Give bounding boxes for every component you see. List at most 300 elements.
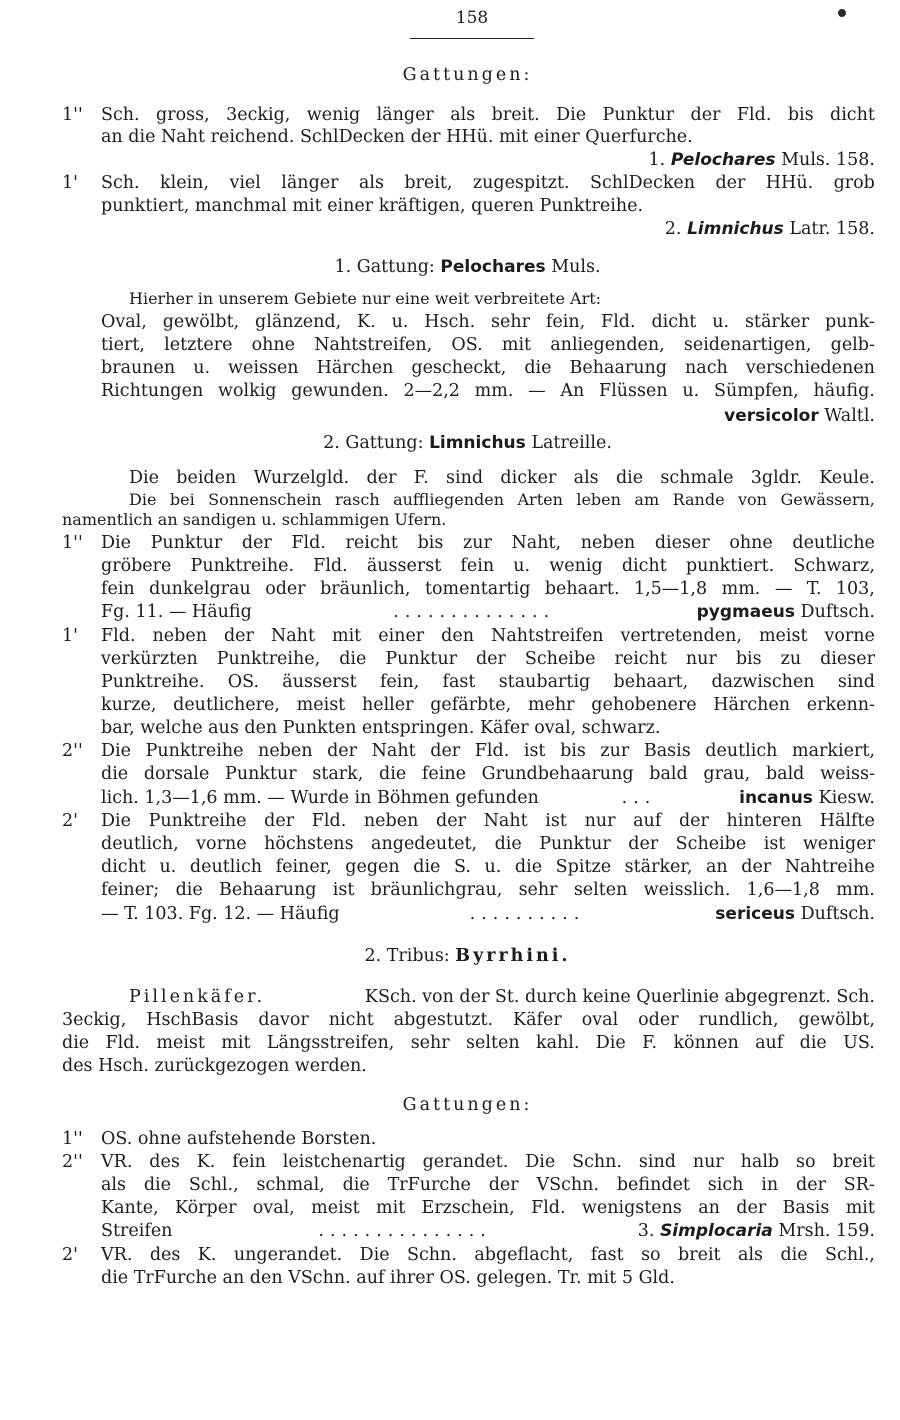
- word: des: [149, 1152, 180, 1172]
- genus-heading: [60, 256, 875, 278]
- word: F.: [642, 1033, 658, 1053]
- word: vorne: [196, 834, 247, 854]
- word: selten: [573, 880, 628, 900]
- word: länger: [281, 173, 339, 193]
- word: bräunlichgrau,: [370, 880, 503, 900]
- word: befindet: [616, 1175, 690, 1195]
- key-number: 1'': [62, 533, 83, 553]
- word: 3gldr.: [750, 468, 802, 488]
- word: bis: [787, 105, 814, 125]
- word: dicker: [500, 468, 557, 488]
- word: K.: [196, 1152, 216, 1172]
- word: Gewässern,: [780, 490, 875, 509]
- word: Punktur: [385, 649, 457, 669]
- note-line: [62, 509, 875, 531]
- word: Keule.: [819, 468, 875, 488]
- description-line: [101, 311, 875, 333]
- tribe-heading-name: Byrrhini.: [455, 946, 571, 966]
- word: nur: [685, 649, 717, 669]
- text-line: punktiert, manchmal mit einer kräftigen, queren Punktreihe.: [101, 196, 644, 216]
- word: SchlDecken: [589, 173, 696, 193]
- word: kahl.: [535, 1033, 580, 1053]
- genus-heading-prefix: 2. Gattung:: [323, 433, 424, 453]
- word: die: [524, 358, 552, 378]
- word: neben: [363, 811, 419, 831]
- word: stärker: [744, 312, 810, 332]
- text-line: an die Naht reichend. SchlDecken der HHü. mit einer Querfurche.: [101, 127, 693, 147]
- genus-heading: [60, 432, 875, 454]
- key-number: 1': [62, 173, 78, 193]
- word: Fld.: [311, 811, 347, 831]
- key-couplet-line: [101, 1174, 875, 1196]
- word: der: [430, 741, 461, 761]
- text-line: [101, 879, 875, 901]
- word: dicht: [621, 556, 667, 576]
- tribe-description-line: [62, 1055, 875, 1077]
- word: tomentartig: [424, 579, 531, 599]
- word: Oval,: [101, 312, 147, 332]
- word: Schl.,: [188, 1175, 239, 1195]
- word: bald: [765, 764, 805, 784]
- word: OS.: [451, 335, 483, 355]
- word: viel: [229, 173, 261, 193]
- text-line: [101, 648, 875, 670]
- key-couplet-line: [101, 740, 875, 762]
- word: dorsale: [143, 764, 210, 784]
- word: schmal,: [256, 1175, 325, 1195]
- word: stärker,: [624, 857, 693, 877]
- word: die: [799, 1033, 827, 1053]
- key-couplet-line: [101, 879, 875, 901]
- word: rasch: [334, 490, 380, 509]
- word: äusserst: [366, 556, 442, 576]
- word: der: [223, 626, 254, 646]
- word: gross,: [156, 105, 210, 125]
- genus-heading-name: Pelochares: [440, 257, 546, 277]
- word: Spitze: [555, 857, 612, 877]
- word: neben: [580, 533, 636, 553]
- text-line: [101, 1244, 875, 1266]
- word: feine: [421, 764, 466, 784]
- word: ohne: [729, 533, 773, 553]
- text-line: [101, 311, 875, 333]
- word: breit,: [404, 173, 453, 193]
- word: behaart,: [613, 672, 689, 692]
- word: Die: [101, 811, 131, 831]
- text-line: [101, 1151, 875, 1173]
- key-couplet-line: [101, 1244, 875, 1266]
- text-line: — T. 103. Fg. 12. — Häufig: [101, 904, 340, 924]
- text-line: [101, 380, 875, 402]
- word: Die: [556, 105, 587, 125]
- text-line: Streifen: [101, 1221, 173, 1241]
- word: Naht: [270, 626, 315, 646]
- word: wenig: [549, 556, 603, 576]
- word: stark,: [312, 764, 364, 784]
- key-number: 2'': [62, 1152, 83, 1172]
- word: u.: [513, 556, 531, 576]
- genus-name: Simplocaria: [660, 1221, 773, 1241]
- word: die: [780, 1245, 808, 1265]
- word: Fld.: [105, 1033, 141, 1053]
- word: länger: [376, 105, 434, 125]
- word: Punktreihe: [148, 811, 247, 831]
- word: mit: [845, 1198, 875, 1218]
- text-line: [101, 740, 875, 762]
- key-species-line: [101, 787, 875, 809]
- key-species-line: [101, 601, 875, 623]
- word: davor: [258, 1010, 309, 1030]
- word: nach: [685, 358, 728, 378]
- word: Fld.: [736, 105, 772, 125]
- text-line: [129, 489, 875, 511]
- word: der: [715, 173, 746, 193]
- text-line: bar, welche aus den Punkten entspringen. Käfer oval, schwarz.: [101, 718, 661, 738]
- ink-speck: [838, 9, 846, 17]
- word: dicht: [101, 857, 146, 877]
- word: vorne: [824, 626, 875, 646]
- word: angedeutet,: [371, 834, 478, 854]
- word: Schn.: [407, 1245, 457, 1265]
- word: grob: [833, 173, 875, 193]
- key-couplet-line: [101, 1151, 875, 1173]
- word: an: [698, 1198, 720, 1218]
- text-line: [101, 856, 875, 878]
- word: Punktreihe.: [190, 556, 295, 576]
- word: Punktur: [602, 105, 675, 125]
- key-number: 2': [62, 811, 78, 831]
- word: die: [514, 857, 543, 877]
- tribe-heading-prefix: 2. Tribus:: [364, 946, 450, 966]
- word: weiss-: [820, 764, 875, 784]
- word: verschiedenen: [745, 358, 875, 378]
- word: 2—2,2: [403, 381, 460, 401]
- word: als: [450, 105, 476, 125]
- key-result-line: [101, 149, 875, 171]
- word: als: [358, 173, 384, 193]
- word: oder: [265, 579, 306, 599]
- key-couplet-line: [101, 104, 875, 126]
- word: die: [379, 764, 407, 784]
- word: fein,: [545, 312, 586, 332]
- word: Fld.: [101, 626, 136, 646]
- description-line: [101, 334, 875, 356]
- word: Punktreihe,: [216, 649, 321, 669]
- word: gelb-: [830, 335, 875, 355]
- word: bald: [649, 764, 688, 784]
- word: deutlich,: [101, 834, 179, 854]
- key-number: 2'': [62, 741, 83, 761]
- word: HschBasis: [146, 1010, 239, 1030]
- key-couplet-line: [101, 126, 875, 148]
- word: der: [475, 649, 506, 669]
- word: —: [528, 381, 546, 401]
- note-line: [129, 489, 875, 511]
- word: sehr: [491, 312, 531, 332]
- word: sehr: [518, 880, 558, 900]
- word: nicht: [328, 1010, 374, 1030]
- word: feiner,: [275, 857, 332, 877]
- word: als: [573, 468, 599, 488]
- species-name: pygmaeus: [696, 602, 795, 622]
- text-line: [62, 1032, 875, 1054]
- word: VR.: [101, 1245, 133, 1265]
- word: heller: [361, 695, 414, 715]
- word: Fld.: [313, 556, 348, 576]
- species-author: Waltl.: [824, 406, 875, 426]
- word: dicht: [651, 312, 697, 332]
- word: Arten: [517, 490, 563, 509]
- genus-heading-prefix: 1. Gattung:: [334, 257, 435, 277]
- word: HHü.: [765, 173, 814, 193]
- text-line: [101, 532, 875, 554]
- word: punktiert.: [685, 556, 775, 576]
- leader-dots: ..............: [393, 602, 556, 622]
- word: sehr: [410, 1033, 450, 1053]
- word: klein,: [160, 173, 210, 193]
- word: Punktur: [539, 834, 611, 854]
- word: TrFurche: [387, 1175, 471, 1195]
- text-line: [101, 1174, 875, 1196]
- word: 103,: [835, 579, 875, 599]
- word: Sch.: [101, 173, 140, 193]
- word: meist: [311, 1198, 360, 1218]
- key-result-line: [101, 218, 875, 240]
- word: fein: [232, 1152, 266, 1172]
- text-line: [101, 172, 875, 194]
- word: punk-: [824, 312, 875, 332]
- word: meist: [758, 626, 808, 646]
- text-line: [62, 1009, 875, 1031]
- word: ist: [523, 741, 546, 761]
- word: Schwarz,: [793, 556, 875, 576]
- word: die: [342, 1175, 370, 1195]
- word: zugespitzt.: [472, 173, 570, 193]
- word: ist: [545, 811, 567, 831]
- word: leistchenartig: [282, 1152, 406, 1172]
- word: sich: [707, 1175, 744, 1195]
- genus-number: 2.: [664, 219, 682, 239]
- word: Körper: [175, 1198, 237, 1218]
- word: wolkig: [217, 381, 277, 401]
- genus-author: Latr. 158.: [789, 219, 875, 239]
- word: breit: [832, 1152, 875, 1172]
- text-line: [101, 810, 875, 832]
- word: mm.: [836, 880, 875, 900]
- word: rundlich,: [698, 1010, 779, 1030]
- word: die: [101, 764, 129, 784]
- word: nur: [584, 811, 616, 831]
- word: die: [413, 857, 441, 877]
- word: Naht: [371, 741, 416, 761]
- word: die: [494, 834, 522, 854]
- word: höchstens: [264, 834, 354, 854]
- word: sind: [446, 468, 484, 488]
- word: hinteren: [726, 811, 803, 831]
- word: gewunden.: [291, 381, 389, 401]
- word: der: [366, 468, 397, 488]
- tribe-description-line: [129, 986, 875, 1008]
- key-couplet-line: [101, 717, 875, 739]
- word: SR-: [843, 1175, 875, 1195]
- text-line: Hierher in unserem Gebiete nur eine weit verbreitete Art:: [129, 289, 602, 308]
- word: Schn.: [572, 1152, 622, 1172]
- key-couplet-line: [101, 1128, 875, 1150]
- word: oval: [581, 1010, 619, 1030]
- word: mit: [331, 626, 362, 646]
- word: auffliegenden: [393, 490, 505, 509]
- word: dieser: [654, 533, 710, 553]
- word: gewölbt,: [798, 1010, 875, 1030]
- word: Hälfte: [819, 811, 875, 831]
- word: VSchn.: [536, 1175, 600, 1195]
- word: u.: [484, 857, 502, 877]
- word: fein: [101, 579, 135, 599]
- word: die: [615, 468, 644, 488]
- word: zu: [780, 649, 802, 669]
- word: Die: [101, 533, 131, 553]
- word: feiner;: [101, 880, 160, 900]
- word: sind: [837, 672, 875, 692]
- word: nur: [692, 1152, 724, 1172]
- word: Nahtstreifen,: [314, 335, 433, 355]
- word: weniger: [802, 834, 875, 854]
- word: als: [738, 1245, 764, 1265]
- word: die: [143, 1175, 172, 1195]
- word: gefärbte,: [430, 695, 512, 715]
- word: deutliche: [792, 533, 875, 553]
- word: einer: [378, 626, 425, 646]
- word: Die: [129, 468, 159, 488]
- text-line: [101, 671, 875, 693]
- key-number: 1'': [62, 1129, 83, 1149]
- word: —: [774, 579, 793, 599]
- word: dazwischen: [711, 672, 815, 692]
- word: des: [149, 1245, 181, 1265]
- word: tiert,: [101, 335, 145, 355]
- text-line: [101, 625, 875, 647]
- word: der: [796, 1175, 826, 1195]
- word: gröbere: [101, 556, 172, 576]
- word: Basis: [782, 1198, 830, 1218]
- species-author: Duftsch.: [800, 904, 875, 924]
- word: mehr: [527, 695, 575, 715]
- word: auf: [755, 1033, 784, 1053]
- tribe-description-line: [62, 1009, 875, 1031]
- word: leben: [576, 490, 621, 509]
- word: Kante,: [101, 1198, 159, 1218]
- word: anliegenden,: [550, 335, 665, 355]
- word: bis: [560, 741, 586, 761]
- word: dunkelgrau: [149, 579, 251, 599]
- word: Behaarung: [569, 358, 667, 378]
- word: gerandet.: [422, 1152, 509, 1172]
- word: der: [241, 533, 272, 553]
- word: fast: [590, 1245, 624, 1265]
- page-number-rule: [410, 38, 534, 39]
- description-line: [129, 467, 875, 489]
- word: der: [690, 105, 721, 125]
- word: Punktur: [225, 764, 297, 784]
- word: der: [741, 857, 772, 877]
- genus-author: Mrsh. 159.: [778, 1221, 875, 1241]
- text-line: [101, 578, 875, 600]
- word: letztere: [164, 335, 233, 355]
- word: u.: [712, 312, 730, 332]
- text-line: [101, 833, 875, 855]
- word: beiden: [176, 468, 237, 488]
- word: von: [738, 490, 767, 509]
- word: der: [736, 1198, 767, 1218]
- description-line: [101, 357, 875, 379]
- word: Nahtstreifen: [491, 626, 604, 646]
- page-number: 158: [455, 8, 489, 28]
- word: der: [628, 834, 659, 854]
- word: reicht: [614, 649, 667, 669]
- genus-number: 1.: [648, 150, 666, 170]
- word: Fld.: [601, 312, 636, 332]
- word: seidenartigen,: [683, 335, 812, 355]
- word: der: [436, 811, 466, 831]
- tribe-heading: [60, 945, 875, 967]
- leader-dots: ...............: [318, 1221, 492, 1241]
- tribe-description-line: [62, 1032, 875, 1054]
- word: oval,: [252, 1198, 295, 1218]
- genus-heading-author: Latreille.: [531, 433, 612, 453]
- word: als: [101, 1175, 127, 1195]
- word: vertretenden,: [620, 626, 742, 646]
- word: ungerandet.: [233, 1245, 343, 1265]
- word: wenigstens: [581, 1198, 682, 1218]
- species-name: incanus: [739, 788, 813, 808]
- text-line: [101, 334, 875, 356]
- word: ohne: [251, 335, 296, 355]
- text-line: KSch. von der St. durch keine Querlinie abgegrenzt. Sch.: [364, 987, 875, 1007]
- word: am: [634, 490, 660, 509]
- tribe-common-name: Pillenkäfer.: [129, 987, 266, 1007]
- word: selten: [466, 1033, 520, 1053]
- word: Die: [595, 1033, 626, 1053]
- text-line: [101, 555, 875, 577]
- word: abgeflacht,: [474, 1245, 574, 1265]
- word: breit.: [491, 105, 540, 125]
- key-couplet-line: [101, 1267, 875, 1289]
- word: 1,5—1,8: [633, 579, 708, 599]
- word: Nahtreihe: [784, 857, 875, 877]
- word: u.: [159, 857, 177, 877]
- word: gegen: [345, 857, 400, 877]
- text-line: OS. ohne aufstehende Borsten.: [101, 1129, 377, 1149]
- word: US.: [843, 1033, 875, 1053]
- word: so: [796, 1152, 816, 1172]
- word: kurze,: [101, 695, 157, 715]
- word: die: [62, 1033, 90, 1053]
- word: Die: [129, 490, 157, 509]
- word: 1,6—1,8: [746, 880, 820, 900]
- word: reicht: [345, 533, 398, 553]
- word: abgestutzt.: [393, 1010, 494, 1030]
- word: breit: [678, 1245, 721, 1265]
- leader-dots: ...: [621, 788, 657, 808]
- word: Punktur: [150, 533, 223, 553]
- word: mm.: [474, 381, 514, 401]
- word: zur: [463, 533, 492, 553]
- key-couplet-line: [101, 810, 875, 832]
- word: sind: [638, 1152, 676, 1172]
- word: gehobenere: [591, 695, 697, 715]
- word: neben: [258, 741, 313, 761]
- word: Wurzelgld.: [253, 468, 350, 488]
